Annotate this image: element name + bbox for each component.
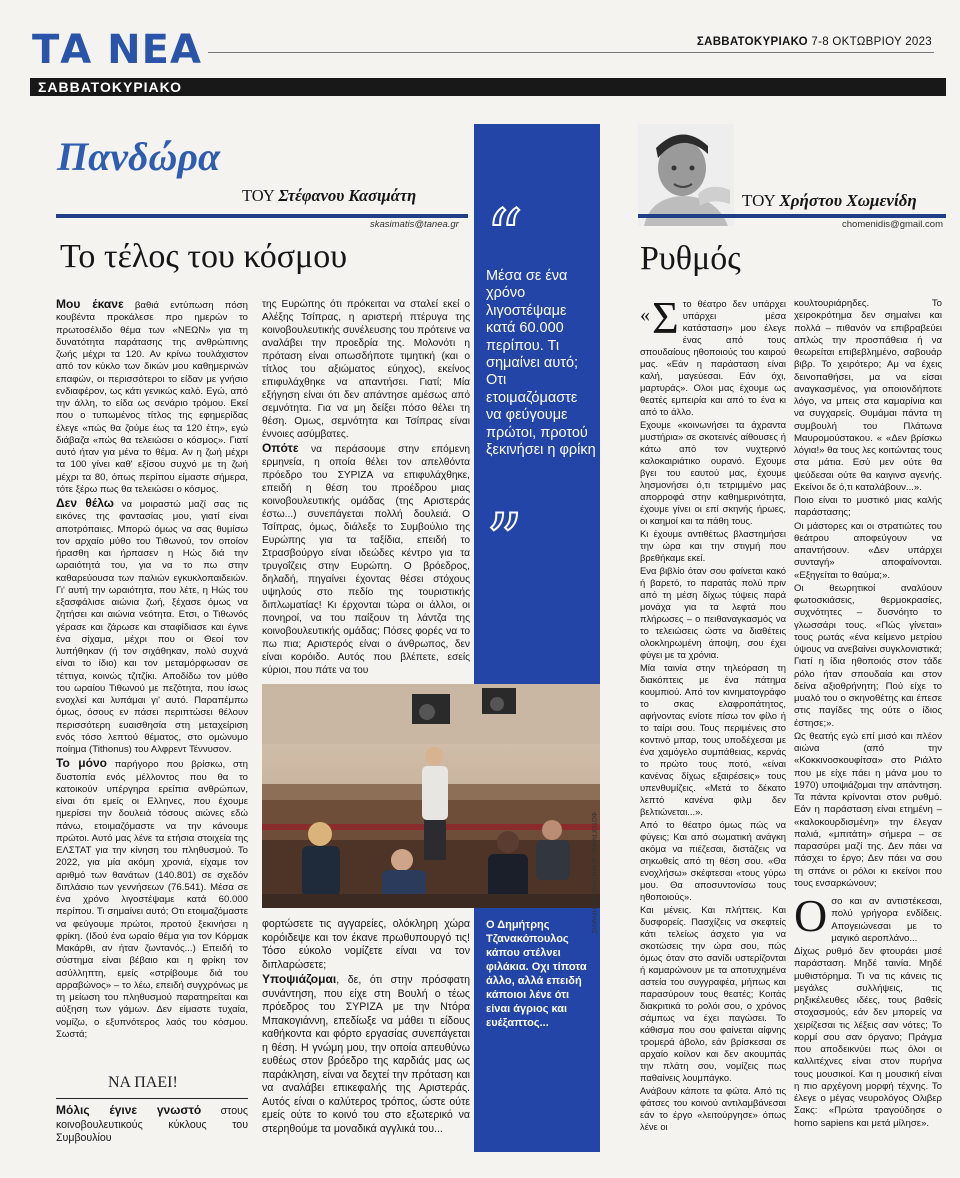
left-author-name: Στέφανου Κασιμάτη [278, 186, 417, 205]
close-quote-icon: ” [486, 498, 523, 582]
photo-credit: ΦΩΤΟΓΡΑΦΙΑ: ΔΗΜΗΤΡΗΣ ΣΩΤΗΡΑΚΗΣ [590, 812, 597, 934]
left-byline [242, 186, 416, 206]
paragraph-text: βαθιά εντύπωση πόση κουβέντα προκάλεσε προ ημερών το πρωτοσέλιδο θέμα των «ΝΕΩΝ» για τη δυνατότητα παράτασης της ανθρώπινης ζωής μέχρι τα 120. Αν κρίνω τουλάχιστον από τον κύκλο των δικών μου καθημερινών επαφών, οι περισσότεροι το είδαν με γνήσιο ενδιαφέρον, ως κάτι γενικώς καλό. Εγώ, από την άλλη, το είδα ως σενάριο τρόμου. Εκεί που ο τυπωμένος τίτλος της εφημερίδας έλεγε «πώς θα ζούμε έως τα 120 έτη», εγώ διάβαζα «πώς θα τελειώσει ο κόσμος». Γιατί αυτό ήταν για μένα το θέμα. Αν η ζωή μέχρι τα 100 γίνει καθ' εξίσου συχνό με τη ζωή μέχρι τα 80, όπως περίπου είμαστε σήμερα, τότε ξέρω πως θα τελειώσει ο κόσμος. [56, 300, 248, 495]
paragraph: Οι θεωρητικοί αναλύουν φωτοσκιάσεις, θερμοκρασίες, συχνότητες – δυσνόητο το γλωσσάρι τους. «Πώς γίνεται» τους ρωτάς «ένα κείμενο μετρίου ύψους να ανεβαίνει συγκλονιστικά; Γιατί η ίδια ηθοποιός στον τάδε ρόλο ήταν σπουδαία και στον δείνα αξιοθρήνητη; Πού είχε το μυαλό του ο σκηνοθέτης και έπεσε στις παγίδες της ούτε ο ίδιος έστησε;». [794, 582, 942, 729]
section-label: ΣΑΒΒΑΤΟΚΥΡΙΑΚΟ [38, 79, 183, 95]
paragraph [640, 292, 786, 418]
paragraph: Οι μάστορες και οι στρατιώτες του θεάτρου αποφεύγουν να απαντήσουν. «Δεν υπάρχει συνταγή» αποφαίνονται. «Εξηγείται το θαύμα;». [794, 520, 942, 581]
paragraph: Ποιο είναι το μυστικό μιας καλής παράστασης; [794, 495, 942, 519]
paragraph [262, 973, 470, 1136]
paragraph-text: στους κοινοβουλευτικούς κύκλους του Συμβουλίου [56, 1105, 248, 1144]
right-byline [742, 191, 917, 211]
dateline [697, 36, 932, 48]
photo-illustration [262, 684, 600, 908]
paragraph-lead: Δεν θέλω [56, 496, 114, 510]
left-header-rule [56, 214, 468, 218]
paragraph [56, 497, 248, 756]
paragraph: Ενα βιβλίο όταν σου φαίνεται κακό ή βαρετό, το παρατάς πολύ πριν από τη μέση δίχως τύψεις παρά μονάχα για τα λεφτά που πλήρωσες – ο πειθαναγκασμός να το τελειώσεις ώστε να διαθέτεις ολοκληρωμένη άποψη, σου έχει φύγει με τα χρόνια. [640, 565, 786, 660]
paragraph: Εχουμε «κοινωνήσει τα άχραντα μυστήρια» σε σκοτεινές αίθουσες ή κάτω από τον νυχτερινό καλοκαιριάτικο ουρανό. Εχουμε βγει του εαυτού μας, έχουμε λησμονήσει ό,τι τετριμμένο μας απορροφά στην καθημερινότητα, έχουμε γίνει οι επί σκηνής ήρωες, οι καημοί και τα πάθη τους. [640, 419, 786, 526]
left-article-column-2 [262, 298, 470, 678]
paragraph [262, 298, 470, 441]
drop-cap: Σ [652, 292, 679, 343]
paragraph-lead: Το μόνο [56, 756, 107, 771]
paragraph-lead: Μόλις έγινε γνωστό [56, 1103, 202, 1117]
paragraph-text: της Ευρώπης ότι πρόκειται να σταλεί εκεί ο Αλέξης Τσίπρας, η αριστερή πτέρυγα της κοινοβουλευτικής συνέλευσης του πρότεινε να αναλάβει την προεδρία της. Μολονότι η πρόταση είναι οπωσδήποτε τιμητική (και ο τίτλος του αξιώματος εύηχος), εκείνος επιφυλάχθηκε να απαντήσει. Γιατί; Μία εξήγηση είναι ότι δεν απάντησε αμέσως από σεμνότητα. Για να μη δείξει πόσο θέλει τη θέση. Ομως, σεμνότητα και Τσίπρας είναι έννοιες ασύμβατες. [262, 299, 470, 440]
paragraph-text: σο και αν αντιστέκεσαι, πολύ γρήγορα ενδίδεις. Απογειώνεσαι με το μαγικό αεροπλάνο... [831, 896, 942, 944]
portrait-illustration [638, 124, 734, 226]
right-article-title: Ρυθμός [640, 240, 741, 277]
paragraph: Και μένεις. Και πλήττεις. Και δυσφορείς. Πασχίζεις να σκεφτείς κάτι τελείως άσχετο για να σκοτώσεις την ώρα σου, πώς όμως όταν στο σανίδι υστερίζονται ή καμαρώνουν με τα αποτυχημένα αστεία του συγγραφέα, μήπως και παρασύρουν τους θεατές; Κοιτάς διακριτικά το ρολόι σου, ο χρόνος σάμπως να έχει παγώσει. Το κάθισμα που σου φαίνεται αίφνης τρομερά άβολο, εάν βρίσκεσαι σε αρχαίο κοίλον και δεν ακουμπάς την πλάτη σου, νομίζεις πως παθαίνεις λουμπάγκο. [640, 904, 786, 1083]
paragraph: Ως θεατής εγώ επί μισό και πλέον αιώνα (από την «Κοκκινοσκουφίτσα» στο Ριάλτο που με είχε πάει η μάνα μου το 1970) υποψιάζομαι την απάντηση. Τα πάντα κρίνονται στον ρυθμό. Εάν η παράσταση είναι ετημένη – «καλοκουρδισμένη» την έλεγαν παλιά, «μπιτάτη» σήμερα – σε παρασύρει μαζί της. Δεν πάει να πάσχει το έργο; Δεν πάει να σου τη σπάνε οι ρόλοι κι εκείνοι που τους ενσαρκώνουν; [794, 730, 942, 889]
left-article-title: Το τέλος του κόσμου [60, 238, 348, 275]
pull-quote-text: Μέσα σε ένα χρόνο λιγοστέψαμε κατά 60.000 περίπου. Τι σημαίνει αυτό; Οτι ετοιμαζόμαστε να φεύγουμε πρώτοι, προτού ξεκινήσει η φρίκη [486, 268, 596, 459]
paragraph-text: το θέατρο δεν υπάρχει υπάρχει μέσα κατάσταση» μου έλεγε ένας από τους σπουδαίους ηθοποιούς του καιρού μας. «Εάν η παράσταση είναι καλή, μαγεύεσαι. Εάν όχι, μαρτυράς». Ολοι μας έχουμε ως θεατές εμπειρία και από το ένα κι από το άλλο. [640, 298, 786, 417]
right-author-prefix: ΤΟΥ [742, 191, 776, 210]
drop-cap: Ο [794, 890, 828, 941]
section-bar [30, 78, 946, 96]
masthead-rule [208, 52, 934, 53]
paragraph-text: παρήγορο που βρίσκω, στη δυστοπία ενός μέλλοντος που θα το κατοικούν υπέργηρα ερείπια ανθρώπων, είναι ότι εμείς οι Ελληνες, που έχουμε ημερίσει την δουλειά τόσους αιώνες εδώ πάνω, ετοιμαζόμαστε να την κάνουμε πρώτοι. Αυτό μας λένε τα ετήσια στοιχεία της ΕΛΣΤΑΤ για την κίνηση του πληθυσμού. Το 2022, για μία ακόμη χρονιά, είχαμε τον αριθμό των θανάτων (140.801) σε σχεδόν διπλάσιο των γεννήσεων (76.541). Μέσα σε ένα χρόνο λιγοστέψαμε κατά 60.000 περίπου. Τι σημαίνει αυτό; Οτι ετοιμαζόμαστε να φεύγουμε πρώτοι, προτού ξεκινήσει η φρίκη. (Ιδού ένα ωραίο θέμα για τον Κόρμακ Μακάρθι, αν ήταν ζωντανός...) Επειδή το σύστημα είναι βέβαιο και η φρίκη τον ασύλληπτη, εμείς «στρίβουμε διά του αρραβώνος» – το λέω, επειδή συγχρόνως με τη μείωση του πληθυσμού παρατηρείται και αύξηση των γάμων. Δεν είμαστε τυχαία, νομίζω, ο εξυπνότερος λαός του κόσμου. Σωστά; [56, 759, 249, 1040]
paragraph-lead: Υποψιάζομαι [262, 972, 337, 986]
dateline-date: 7-8 ΟΚΤΩΒΡΙΟΥ 2023 [811, 36, 932, 48]
paragraph-lead: Μου έκανε [56, 297, 124, 311]
column-name: Πανδώρα [57, 134, 221, 179]
left-article-column-1 [56, 298, 248, 1042]
subhead-rule [56, 1098, 248, 1099]
paragraph [56, 757, 248, 1041]
paragraph: Ανάβουν κάποτε τα φώτα. Από τις φάτσες του κοινού αντιλαμβάνεσαι εάν το έργο «λειτούργησε» όπως λένε οι [640, 1085, 786, 1132]
newspaper-logo: ΤΑ ΝΕΑ [32, 27, 202, 73]
right-author-email: chomenidis@gmail.com [842, 219, 943, 230]
paragraph [56, 1104, 248, 1146]
guillemet-icon: « [640, 304, 650, 326]
parliament-photo [262, 684, 600, 908]
subhead-napaei: ΝΑ ΠΑΕΙ! [108, 1074, 178, 1091]
paragraph [262, 918, 470, 972]
paragraph-text: φορτώσετε τις αγγαρείες, ολόκληρη χώρα κορόιδεψε και τον έκανε πρωθυπουργό τις! Τόσο εύκολο νομίζετε είναι να τον διπλαρώσετε; [262, 918, 470, 971]
paragraph: Από το θέατρο όμως πώς να φύγεις; Και από σωματική ανάγκη ακόμα να πιέζεσαι, διστάζεις να σηκωθείς από τη θέση σου. «Θα ενοχλήσω» σκέφτεσαι «τους γύρω μου. Θα αποσυντονίσω τους ηθοποιούς». [640, 819, 786, 902]
paragraph [262, 442, 470, 677]
right-author-name: Χρήστου Χωμενίδη [779, 191, 917, 210]
paragraph: Κι έχουμε αντιθέτως βλαστημήσει την ώρα και την στιγμή που βρεθήκαμε εκεί. [640, 528, 786, 563]
right-header-rule [638, 214, 946, 218]
open-quote-icon: “ [486, 194, 523, 278]
paragraph: Δίχως ρυθμό δεν φτουράει μισέ παράσταση. Μηδέ ταινία. Μηδέ μυθιστόρημα. Τι να τις κάνεις τις μεγάλες συλλήψεις, τις ρηξικέλευθες ιδέες, τους βαθείς στοχασμούς, εάν δεν μπορείς να χειρίζεσαι τις λέξεις σαν νότες; Το κορμί σου σαν όργανο; Πράγμα που αποδεικνύει πως όλοι οι καλλιτέχνες είναι στον πυρήνα τους μουσικοί. Και η μουσική είναι η πιο αρχέγονη μορφή τέχνης. Το έλεγε ο μέγας νευρολόγος Ολιβερ Σακς: «Πρώτα τραγούδησε ο homo sapiens και μετά μίλησε». [794, 946, 942, 1129]
photo-caption: Ο Δημήτρης Τζανακόπουλος κάπου στέλνει φιλάκια. Οχι τίποτα άλλο, αλλά επειδή κάποιοι λένε ότι είναι άγριος και ευέξαπτος... [486, 919, 587, 1029]
right-article-column-1 [640, 292, 786, 1134]
paragraph-text: να περάσουμε στην επόμενη ερμηνεία, η οποία θέλει τον απελθόντα πρόεδρο του ΣΥΡΙΖΑ να επιφυλάχθηκε, επειδή η θέση του προέδρου μιας κοινοβουλευτικής ομάδας (της Αριστεράς έστω...) συνεπάγεται πολλή δουλειά. Ο Τσίπρας, όμως, διάλεξε το Συμβούλιο της Ευρώπης για τα ταξίδια, επειδή το Στρασβούργο είναι ιδεώδες κέντρο για τα τρυγοΐζεις στην Ευρώπη. Ο βρόεδρος, δηλαδή, πηγαίνει έχοντας θέσει στόχους υψηλούς στο πεδίο της τουριστικής διπλωματίας! Κι έρχονται τώρα οι άλλοι, οι πονηροί, να του παίξουν τη λάντζα της κοινοβουλευτικής ομάδας; Πόσες φορές να το πω πια; Αριστερός είναι ο άνθρωπος, δεν είναι κορόιδο. Αυτός που βλέπετε, εσείς κύριοι, που πάτε να του [262, 444, 470, 676]
left-article-column-1-end [56, 1104, 248, 1147]
dateline-day: ΣΑΒΒΑΤΟΚΥΡΙΑΚΟ [696, 36, 808, 48]
paragraph-text: , δε, ότι στην πρόσφατη συνάντηση, που είχε στη Βουλή ο τέως πρόεδρος του ΣΥΡΙΖΑ με την Ντόρα Μπακογιάννη, επεδίωξε να μάθει τι είδους καθήκοντα και φόρτο εργασίας συνεπάγεται η θέση. Η γνώμη μου, την οποία απευθύνω ευθέως στον βρόεδρο της καρδιάς μας ως παράκληση, είναι να δεχτεί την πρόταση και να αναλάβει επικεφαλής της Αριστεράς. Αυτός είναι ο καλύτερος τρόπος, ώστε ούτε εμείς ούτε το κοινό του στο εξωτερικό να στερηθούμε τα μοναδικά αγγλικά του... [262, 974, 470, 1135]
paragraph: κουλτουριάρηδες. Το χειροκρότημα δεν σημαίνει και πολλά – πιθανόν να επιβραβεύει απλώς την προσπάθεια ή να θεωρείται επιβεβλημένο, σαβουάρ βιβρ. Το χειρότερο; Αμ να έχεις δεινοπαθήσει, μα να είσαι αναγκασμένος, για οποιονδήποτε λόγο, να μπεις στα καμαρίνια και να συγχαρείς. Θυμάμαι πάντα τη συμβουλή του Πλάτωνα Μαυρομούστακου. « «Δεν βρίσκω λόγια!» θα τους λες κοιτώντας τους στα μάτια. Εσύ μεν ούτε θα ψεύδεσαι ούτε θα καιγινσ αγενής. Εκείνοι δε ό,τι καταλάβουν...». [794, 298, 942, 493]
paragraph: Μία ταινία στην τηλεόραση τη διακόπτεις με ένα πάτημα κουμπιού. Από τον κινηματογράφο το σκας ελαφροπάτητος, αφήνοντας ενίοτε πίσω τον φίλο ή το ταίρι σου. Τους περιμένεις στο κοντινό μπαρ, τους υποδέχεσαι με ένα χαμόγελο συμπάθειας, κερνάς το πρώτο τους ποτό, «είναι κανένας δίχως εξαιρέσεις» τους υπενθυμίζεις. «Μετά το δέκατο λεπτό κανένα φιλμ δεν βελτιώνεται...». [640, 662, 786, 817]
left-article-column-2-end [262, 918, 470, 1137]
author-portrait [638, 124, 734, 226]
left-author-email: skasimatis@tanea.gr [370, 219, 459, 230]
left-author-prefix: ΤΟΥ [242, 186, 275, 205]
paragraph-text: να μοιραστώ μαζί σας τις εικόνες της φαντασίας μου, γιατί είναι αποτρόπαιες. Μπορώ όμως να σας θυμίσω τον αρχαίο μύθο του Τιθωνού, τον οποίον ήρασθη και ήρπασεν η Ηώς διά την ωραιότητά του, για να το πω στην καθαρεύουσα των παλιών εγκυκλοπαιδειών. Γι' αυτή την ωραιότητα, που λέτε, η Ηώς του εξασφάλισε αιώνια ζωή, ξέχασε όμως να ζητήσει και αιώνια νεότητα. Ετσι, ο Τιθωνός γέρασε και ζάρωσε και σταφίδιασε και έγινε ένα σίχαμα, μέχρι που οι Θεοί τον λυπήθηκαν (ή τον σιχάθηκαν, πολύ συχνά είναι το ίδιο) και τον μεταμόρφωσαν σε τέττιγα, κοινώς τζιτζίκι. Αποδίδω τον μύθο του ωραίου Τιθωνού με πεζότητα, που ίσως ενοχλεί και λυπάμαι γι' αυτό. Παραπέμπω όμως, όσους εν πάσει περιπτώσει θέλουν περισσότερη ευαισθησία στη μεταχείριση ενός τόσο λεπτού θέματος, στο ομώνυμο ποίημα (Tithonus) του Αλφρεντ Τέννυσον. [56, 499, 248, 755]
paragraph-lead: Οπότε [262, 441, 299, 455]
right-article-column-2 [794, 298, 942, 1131]
paragraph [794, 890, 942, 945]
paragraph [56, 298, 248, 496]
